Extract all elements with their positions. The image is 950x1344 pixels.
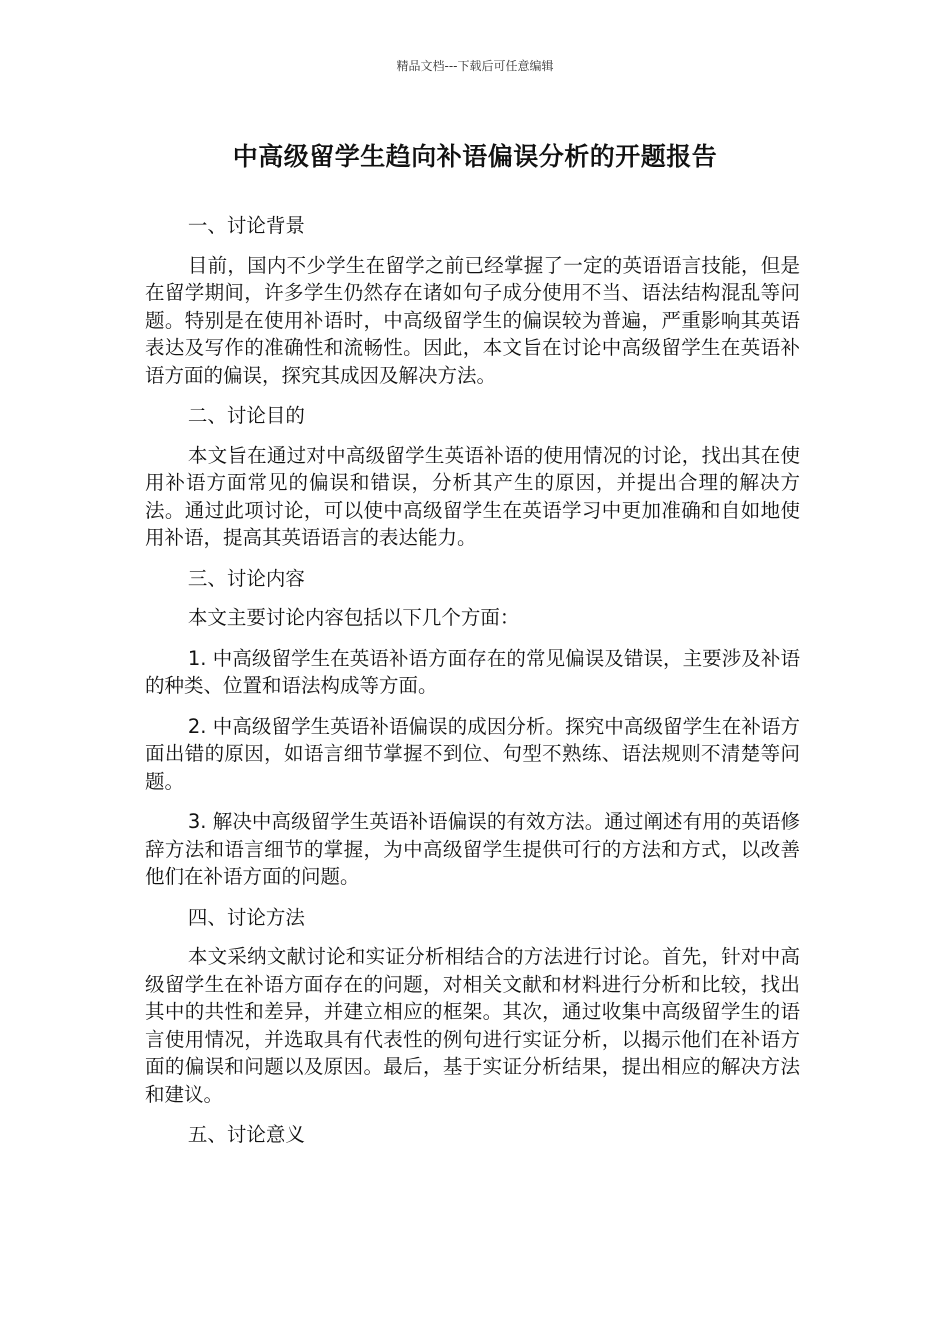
list-item-1: 1. 中高级留学生在英语补语方面存在的常见偏误及错误，主要涉及补语的种类、位置和语法构成等方面。 (145, 646, 800, 697)
document-body (145, 212, 800, 1161)
paragraph-background: 目前，国内不少学生在留学之前已经掌握了一定的英语语言技能，但是在留学期间，许多学生仍然存在诸如句子成分使用不当、语法结构混乱等问题。特别是在使用补语时，中高级留学生的偏误较为普遍，严重影响其英语表达及写作的准确性和流畅性。因此，本文旨在讨论中高级留学生在英语补语方面的偏误，探究其成因及解决方法。 (145, 253, 800, 387)
section-heading-purpose: 二、讨论目的 (187, 404, 305, 427)
section-heading-background: 一、讨论背景 (187, 214, 305, 237)
document-title: 中高级留学生趋向补语偏误分析的开题报告 (232, 142, 718, 171)
list-item-2: 2. 中高级留学生英语补语偏误的成因分析。探究中高级留学生在补语方面出错的原因，如语言细节掌握不到位、句型不熟练、语法规则不清楚等问题。 (145, 714, 800, 793)
list-item-3: 3. 解决中高级留学生英语补语偏误的有效方法。通过阐述有用的英语修辞方法和语言细节的掌握，为中高级留学生提供可行的方法和方式，以改善他们在补语方面的问题。 (145, 810, 800, 888)
paragraph-content-intro: 本文主要讨论内容包括以下几个方面： (187, 606, 520, 629)
section-heading-method: 四、讨论方法 (187, 905, 305, 929)
header-note: 精品文档---下载后可任意编辑 (396, 59, 554, 73)
paragraph-purpose: 本文旨在通过对中高级留学生英语补语的使用情况的讨论，找出其在使用补语方面常见的偏误和错误，分析其产生的原因，并提出合理的解决方法。通过此项讨论，可以使中高级留学生在英语学习中更加准确和自如地使用补语，提高其英语语言的表达能力。 (145, 443, 800, 549)
section-heading-significance: 五、讨论意义 (187, 1123, 305, 1146)
paragraph-method: 本文采纳文献讨论和实证分析相结合的方法进行讨论。首先，针对中高级留学生在补语方面存在的问题，对相关文献和材料进行分析和比较，找出其中的共性和差异，并建立相应的框架。其次，通过收集中高级留学生的语言使用情况，并选取具有代表性的例句进行实证分析，以揭示他们在补语方面的偏误和问题以及原因。最后，基于实证分析结果，提出相应的解决方法和建议。 (145, 945, 800, 1106)
section-heading-content: 三、讨论内容 (187, 566, 305, 590)
